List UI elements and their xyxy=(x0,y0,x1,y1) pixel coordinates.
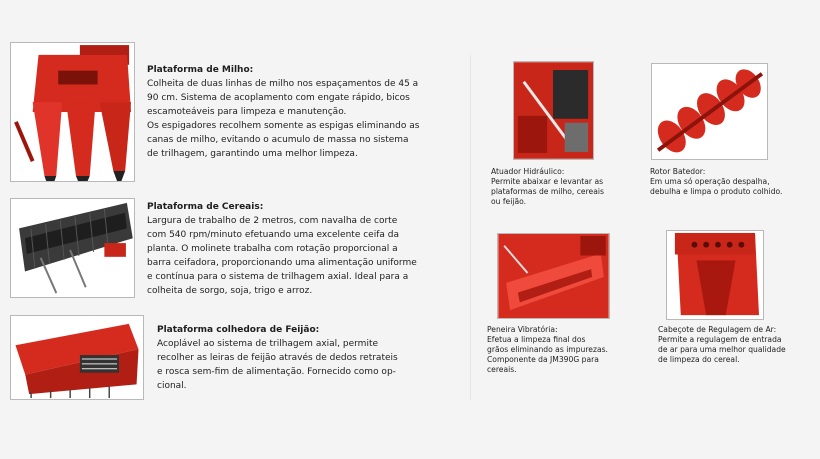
cereal-platform-description xyxy=(147,200,467,298)
hydraulic-actuator-image xyxy=(513,61,594,160)
corn-platform-line: escamoteáveis para limpeza e manutenção. xyxy=(147,107,347,117)
cereal-platform-line: colheita de sorgo, soja, trigo e arroz. xyxy=(147,286,313,296)
cereal-platform-line: e contínua para o sistema de trilhagem axial. Ideal para a xyxy=(147,272,409,282)
bean-platform-line: Acoplável ao sistema de trilhagem axial, permite xyxy=(157,339,379,349)
corn-platform-image xyxy=(10,42,135,182)
air-regulation-head-image xyxy=(666,230,764,320)
vibrating-sieve-line: cereais. xyxy=(487,365,517,374)
air-regulation-head-line: de limpeza do cereal. xyxy=(658,355,740,364)
threshing-rotor-image xyxy=(651,63,768,160)
air-regulation-head-line: Permite a regulagem de entrada xyxy=(658,335,782,344)
cereal-platform-line: planta. O molinete trabalha com rotação proporcional a xyxy=(147,244,398,254)
vibrating-sieve-caption xyxy=(487,325,637,375)
hydraulic-actuator-line: ou feijão. xyxy=(491,197,527,206)
cereal-platform-line: Largura de trabalho de 2 metros, com navalha de corte xyxy=(147,216,398,226)
vibrating-sieve-image xyxy=(497,233,610,319)
bean-platform-title: Plataforma colhedora de Feijão: xyxy=(157,325,320,335)
corn-platform-line: Colheita de duas linhas de milho nos espaçamentos de 45 a xyxy=(147,79,419,89)
corn-platform-line: 90 cm. Sistema de acoplamento com engate rápido, bicos xyxy=(147,93,410,103)
vibrating-sieve-title: Peneira Vibratória: xyxy=(487,325,558,334)
corn-platform-description xyxy=(147,63,467,161)
corn-platform-line: Os espigadores recolhem somente as espigas eliminando as xyxy=(147,121,420,131)
corn-platform-line: de trilhagem, garantindo uma melhor limpeza. xyxy=(147,149,358,159)
bean-platform-image xyxy=(10,315,144,400)
bean-platform-line: recolher as leiras de feijão através de dedos retrateis xyxy=(157,353,398,363)
hydraulic-actuator-line: Permite abaixar e levantar as xyxy=(491,177,604,186)
column-divider xyxy=(470,55,471,400)
cereal-platform-line: com 540 rpm/minuto efetuando uma excelente ceifa da xyxy=(147,230,399,240)
bean-platform-description xyxy=(157,323,457,393)
threshing-rotor-title: Rotor Batedor: xyxy=(650,167,706,176)
threshing-rotor-line: debulha e limpa o produto colhido. xyxy=(650,187,783,196)
air-regulation-head-title: Cabeçote de Regulagem de Ar: xyxy=(658,325,777,334)
hydraulic-actuator-caption xyxy=(491,167,641,207)
vibrating-sieve-line: grãos eliminando as impurezas. xyxy=(487,345,608,354)
threshing-rotor-caption xyxy=(650,167,810,197)
cereal-platform-image xyxy=(10,198,135,298)
vibrating-sieve-line: Efetua a limpeza final dos xyxy=(487,335,586,344)
hydraulic-actuator-title: Atuador Hidráulico: xyxy=(491,167,565,176)
corn-platform-line: canas de milho, evitando o acumulo de massa no sistema xyxy=(147,135,409,145)
bean-platform-line: e rosca sem-fim de alimentação. Fornecido como op- xyxy=(157,367,396,377)
bean-platform-line: cional. xyxy=(157,381,187,391)
hydraulic-actuator-line: plataformas de milho, cereais xyxy=(491,187,604,196)
cereal-platform-title: Plataforma de Cereais: xyxy=(147,202,264,212)
vibrating-sieve-line: Componente da JM390G para xyxy=(487,355,599,364)
air-regulation-head-caption xyxy=(658,325,816,365)
corn-platform-title: Plataforma de Milho: xyxy=(147,65,254,75)
cereal-platform-line: barra ceifadora, proporcionando uma alimentação uniforme xyxy=(147,258,417,268)
threshing-rotor-line: Em uma só operação despalha, xyxy=(650,177,770,186)
air-regulation-head-line: de ar para uma melhor qualidade xyxy=(658,345,786,354)
